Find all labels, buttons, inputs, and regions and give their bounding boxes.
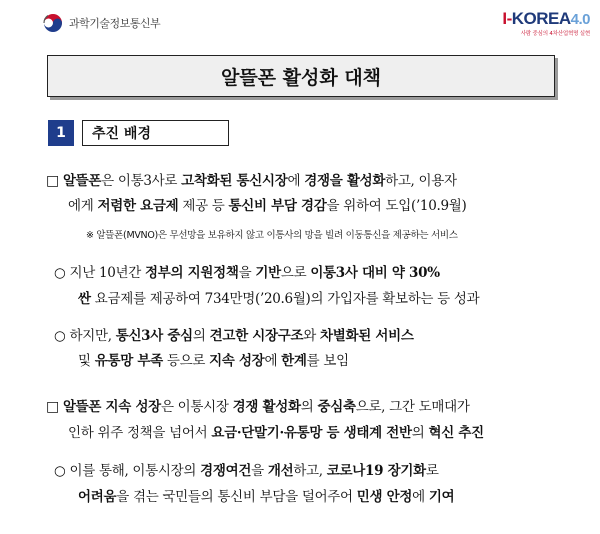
- section-title: 추진 배경: [82, 120, 229, 146]
- circle-bullet-icon: ○: [54, 463, 66, 479]
- square-bullet-icon: □: [46, 173, 59, 189]
- taegeuk-emblem-icon: [42, 12, 64, 34]
- sub-bullet-1-line-1: ○ 지난 10년간 정부의 지원정책을 기반으로 이통3사 대비 약 30%: [54, 265, 440, 281]
- circle-bullet-icon: ○: [54, 265, 66, 281]
- sub-bullet-1-line-2: 싼 요금제를 제공하여 734만명(’20.6월)의 가입자를 확보하는 등 성과: [78, 291, 480, 307]
- bullet-1-line-2: 에게 저렴한 요금제 제공 등 통신비 부담 경감을 위하여 도입(’10.9월): [68, 198, 467, 214]
- document-title-box: [47, 55, 555, 97]
- section-number: 1: [48, 120, 74, 146]
- logo-main: KOREA: [511, 9, 571, 28]
- bullet-2-line-2: 인하 위주 정책을 넘어서 요금·단말기·유통망 등 생태계 전반의 혁신 추진: [68, 425, 484, 441]
- sub-bullet-2-line-2: 및 유통망 부족 등으로 지속 성장에 한계를 보임: [78, 353, 349, 369]
- ikorea-logo: [502, 10, 590, 37]
- logo-prefix: I-: [502, 9, 512, 28]
- sub-bullet-2-line-1: ○ 하지만, 통신3사 중심의 견고한 시장구조와 차별화된 서비스: [54, 328, 414, 344]
- circle-bullet-icon: ○: [54, 328, 66, 344]
- section-heading: [48, 120, 229, 146]
- sub-bullet-3-line-2: 어려움을 겪는 국민들의 통신비 부담을 덜어주어 민생 안정에 기여: [78, 489, 455, 505]
- footnote: [86, 229, 458, 243]
- logo-tagline: 사람 중심의 4차산업혁명 실현: [520, 31, 590, 37]
- bullet-1-line-1: □ 알뜰폰은 이통3사로 고착화된 통신시장에 경쟁을 활성화하고, 이용자: [46, 173, 457, 189]
- bullet-2-line-1: □ 알뜰폰 지속 성장은 이통시장 경쟁 활성화의 중심축으로, 그간 도매대가: [46, 399, 470, 415]
- square-bullet-icon: □: [46, 399, 59, 415]
- footnote-text: 알뜰폰(MVNO)은 무선망을 보유하지 않고 이통사의 망을 빌려 이동통신을 제공하는 서비스: [96, 230, 458, 241]
- logo-version: 4.0: [570, 11, 590, 28]
- document-title: 알뜰폰 활성화 대책: [220, 66, 382, 89]
- sub-bullet-3-line-1: ○ 이를 통해, 이통시장의 경쟁여건을 개선하고, 코로나19 장기화로: [54, 463, 439, 479]
- ministry-name: 과학기술정보통신부: [69, 17, 161, 30]
- note-mark: ※: [86, 230, 94, 241]
- page-header: [0, 0, 600, 50]
- ministry-logo: [42, 12, 160, 34]
